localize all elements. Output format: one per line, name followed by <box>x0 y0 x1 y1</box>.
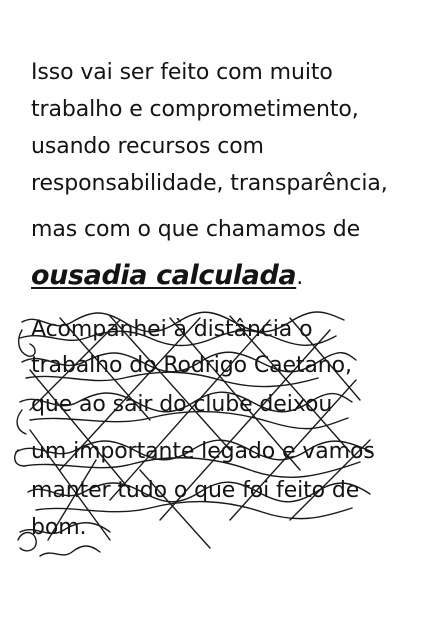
struck-text-line: trabalho do Rodrigo Caetano, <box>31 353 352 378</box>
emphasis-period: . <box>296 265 304 290</box>
struck-text-line: que ao sair do clube deixou <box>31 392 333 417</box>
struck-text-line: Acompanhei à distância o <box>31 317 313 342</box>
text-line: usando recursos com <box>31 134 264 159</box>
struck-text-line: manter tudo o que foi feito de <box>31 478 360 503</box>
emphasis-text: ousadia calculada <box>31 260 297 291</box>
struck-text-line: um importante legado e vamos <box>31 439 375 464</box>
struck-text-line: bom. <box>31 515 87 540</box>
text-line: responsabilidade, transparência, <box>31 171 388 196</box>
text-line: trabalho e comprometimento, <box>31 97 359 122</box>
emphasis-line <box>31 260 304 291</box>
text-line: mas com o que chamamos de <box>31 217 361 242</box>
text-line: Isso vai ser feito com muito <box>31 60 333 85</box>
